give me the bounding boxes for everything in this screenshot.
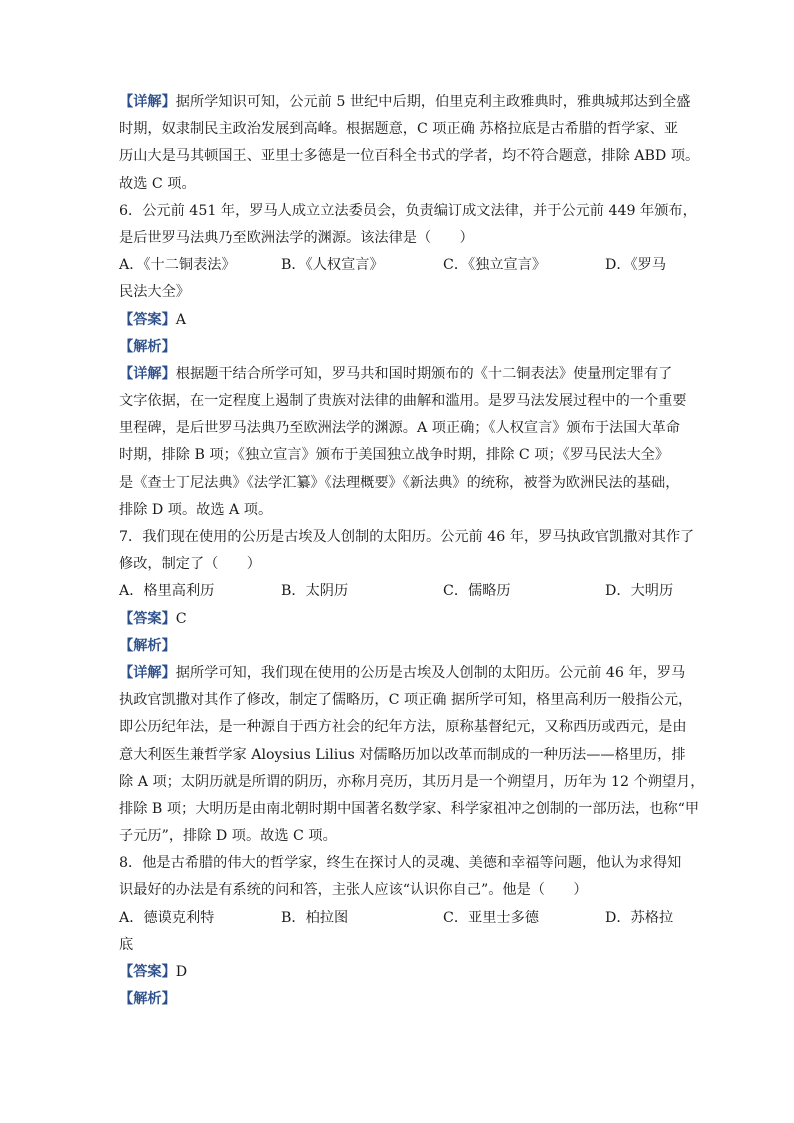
option-d: D．《罗马: [605, 257, 667, 274]
detail-line: 时期，排除 B 项；《独立宣言》颁布于美国独立战争时期，排除 C 项；《罗马民法大全》: [119, 447, 670, 464]
detail-line: 是《查士丁尼法典》《法学汇纂》《法理概要》《新法典》的统称，被誉为欧洲民法的基础，: [119, 474, 680, 491]
answer-value: D: [175, 964, 188, 980]
option-wrap: 底: [119, 936, 134, 953]
detail-line: 【详解】根据题干结合所学可知，罗马共和国时期颁布的《十二铜表法》使量刑定罪有了: [119, 365, 673, 382]
option-d: D．苏格拉: [605, 909, 674, 926]
detail-tag: 【详解】: [119, 365, 176, 382]
detail-tag: 【详解】: [119, 94, 176, 110]
detail-line: 文字依据，在一定程度上遏制了贵族对法律的曲解和滥用。是罗马法发展过程中的一个重要: [119, 393, 687, 410]
detail-line: 里程碑，是后世罗马法典乃至欧洲法学的渊源。A 项正确；《人权宣言》颁布于法国大革命: [119, 420, 680, 437]
answer-tag: 【答案】: [119, 964, 176, 980]
answer-line: [119, 307, 679, 334]
analysis-tag: 【解析】: [119, 991, 176, 1008]
detail-line: 排除 B 项；大明历是由南北朝时期中国著名数学家、科学家祖冲之创制的一部历法，也称“甲: [119, 800, 700, 817]
question-7-options: [119, 578, 679, 605]
answer-line: [119, 606, 679, 633]
analysis-tag: 【解析】: [119, 637, 176, 654]
detail-line: 排除 D 项。故选 A 项。: [119, 501, 273, 518]
option-c: C．亚里士多德: [443, 909, 539, 926]
answer-value: C: [175, 610, 187, 627]
answer-tag: 【答案】: [119, 610, 176, 627]
question-7-stem: 修改，制定了（ ）: [119, 556, 261, 573]
question-6-stem: 6．公元前 451 年，罗马人成立立法委员会，负责编订成文法律，并于公元前 449 年颁布，: [119, 202, 697, 219]
detail-line: 时期，奴隶制民主政治发展到高峰。根据题意，C 项正确 苏格拉底是古希腊的哲学家、亚: [119, 121, 679, 138]
detail-line: 执政官凯撒对其作了修改，制定了儒略历，C 项正确 据所学可知，格里高利历一般指公元，: [119, 692, 693, 709]
document-page: [119, 89, 705, 1013]
analysis-tag: 【解析】: [119, 338, 176, 355]
answer-line: [119, 959, 679, 986]
analysis-line: [119, 334, 679, 361]
option-d: D．大明历: [605, 583, 674, 600]
option-a: A．德谟克利特: [119, 909, 215, 926]
question-6-stem: 是后世罗马法典乃至欧洲法学的渊源。该法律是（ ）: [119, 229, 474, 246]
detail-line: 除 A 项；太阴历就是所谓的阴历，亦称月亮历，其历月是一个朔望月，历年为 12 个朔望月，: [119, 773, 705, 790]
detail-line: 子元历”，排除 D 项。故选 C 项。: [119, 828, 337, 845]
detail-line: 意大利医生兼哲学家 Aloysius Lilius 对儒略历加以改革而制成的一种历法——格里历，排: [119, 746, 686, 763]
option-wrap: 民法大全》: [119, 284, 190, 301]
question-8-stem: 识最好的办法是有系统的问和答，主张人应该“认识你自己”。他是（ ）: [119, 882, 588, 899]
detail-line: 历山大是马其顿国王、亚里士多德是一位百科全书式的学者，均不符合题意，排除 ABD 项。: [119, 148, 700, 165]
detail-line: 【详解】据所学可知，我们现在使用的公历是古埃及人创制的太阳历。公元前 46 年，罗马: [119, 664, 686, 681]
option-b: B．《人权宣言》: [281, 257, 384, 274]
detail-line: 【详解】据所学知识可知，公元前 5 世纪中后期，伯里克利主政雅典时，雅典城邦达到全盛: [119, 94, 691, 110]
detail-line: 即公历纪年法，是一种源自于西方社会的纪年方法，原称基督纪元，又称西历或西元，是由: [119, 719, 687, 736]
question-7-stem: 7．我们现在使用的公历是古埃及人创制的太阳历。公元前 46 年，罗马执政官凯撒对其作了: [119, 529, 695, 545]
option-a: A．格里高利历: [119, 583, 215, 600]
question-8-options: [119, 905, 679, 932]
analysis-line: [119, 633, 679, 660]
detail-line: 故选 C 项。: [119, 175, 196, 192]
option-b: B．太阴历: [281, 583, 349, 600]
question-6-options: [119, 252, 679, 279]
option-b: B．柏拉图: [281, 909, 349, 926]
detail-tag: 【详解】: [119, 664, 176, 681]
analysis-line: [119, 986, 679, 1013]
answer-value: A: [175, 311, 187, 328]
option-c: C．《独立宣言》: [443, 257, 547, 274]
question-8-stem: 8．他是古希腊的伟大的哲学家，终生在探讨人的灵魂、美德和幸福等问题，他认为求得知: [119, 855, 682, 872]
answer-tag: 【答案】: [119, 311, 176, 328]
option-a: A．《十二铜表法》: [119, 257, 236, 274]
option-c: C．儒略历: [443, 583, 511, 600]
